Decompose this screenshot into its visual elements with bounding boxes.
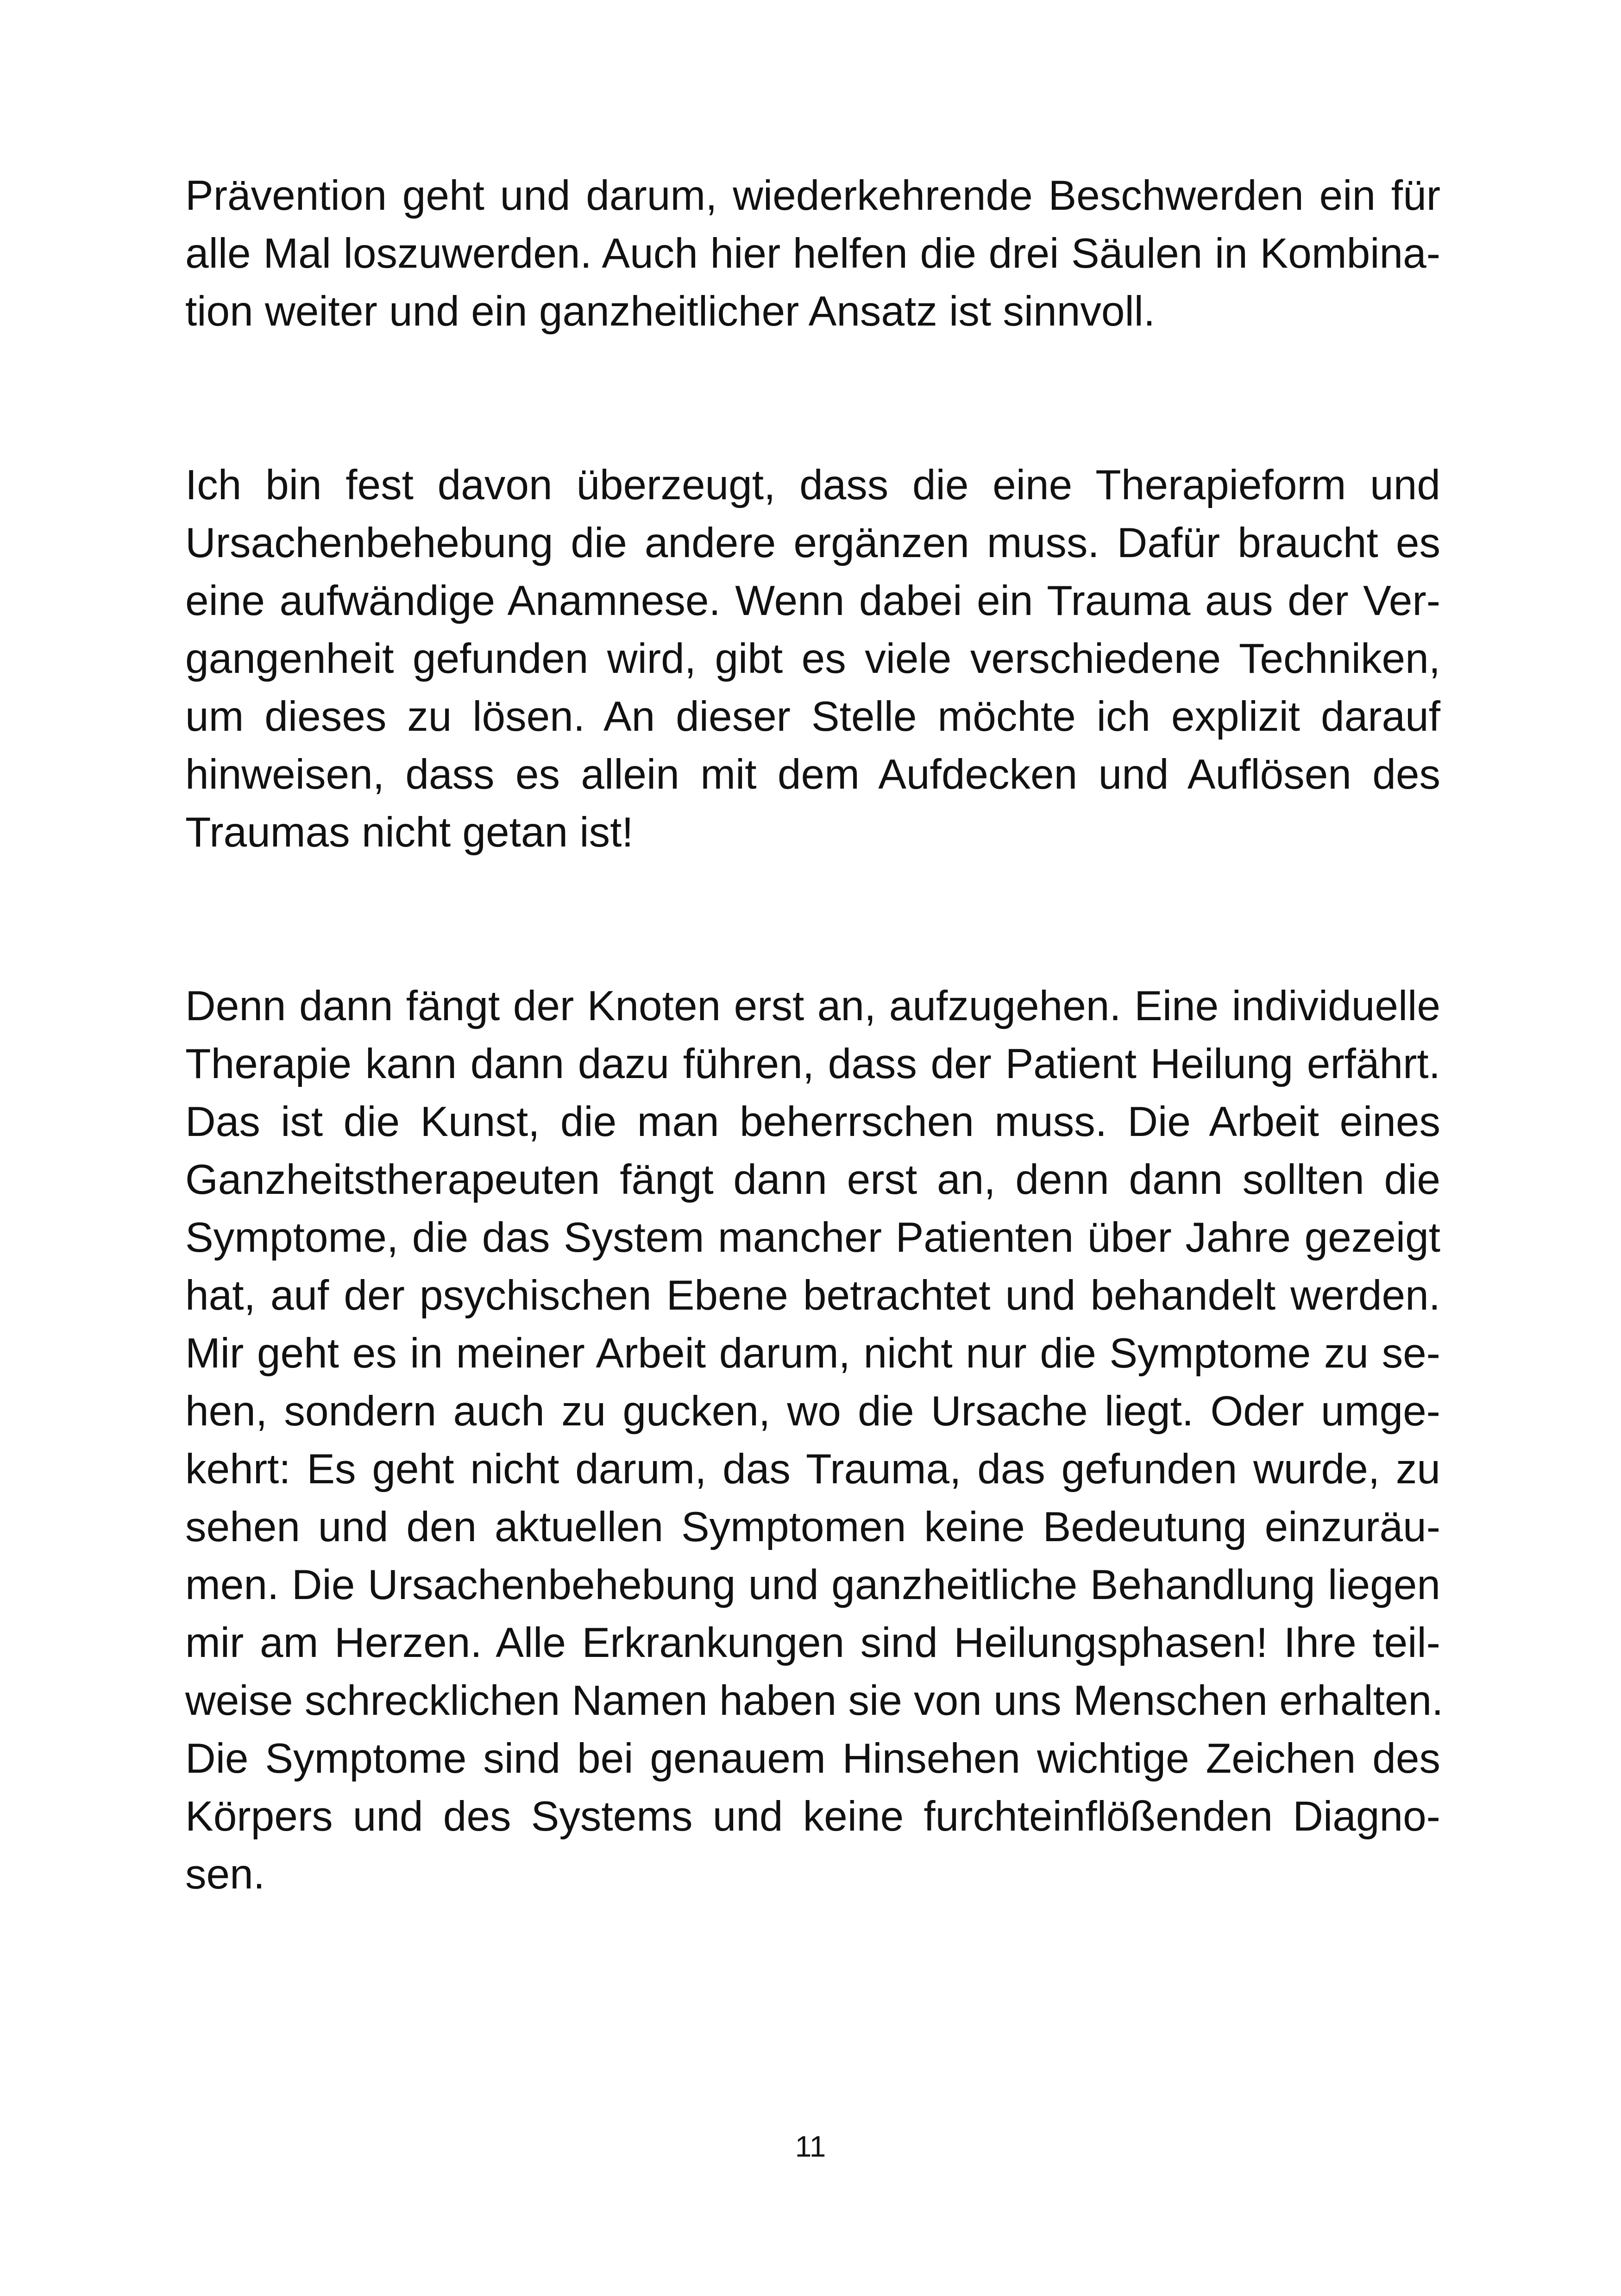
text-line: Das ist die Kunst, die man beherrschen muss. Die Arbeit eines	[185, 1098, 1440, 1145]
body-text	[185, 167, 1444, 1903]
text-line: Symptome, die das System mancher Patienten über Jahre gezeigt	[185, 1214, 1440, 1261]
text-line: kehrt: Es geht nicht darum, das Trauma, das gefunden wurde, zu	[185, 1446, 1440, 1493]
text-line: sen.	[185, 1851, 265, 1898]
text-line: alle Mal loszuwerden. Auch hier helfen die drei Säulen in Kombina-	[185, 230, 1440, 277]
text-line: Traumas nicht getan ist!	[185, 809, 634, 856]
text-line: Die Symptome sind bei genauem Hinsehen wichtige Zeichen des	[185, 1735, 1440, 1782]
text-line: men. Die Ursachenbehebung und ganzheitliche Behandlung liegen	[185, 1562, 1440, 1608]
text-line: sehen und den aktuellen Symptomen keine Bedeutung einzuräu-	[185, 1504, 1440, 1550]
text-line: Ursachenbehebung die andere ergänzen muss. Dafür braucht es	[185, 520, 1440, 566]
text-line: Therapie kann dann dazu führen, dass der Patient Heilung erfährt.	[185, 1041, 1440, 1087]
paragraph-1	[185, 167, 1440, 340]
text-line: weise schrecklichen Namen haben sie von uns Menschen erhalten.	[185, 1677, 1444, 1724]
text-line: hen, sondern auch zu gucken, wo die Ursache liegt. Oder umge-	[185, 1388, 1440, 1435]
text-line: hat, auf der psychischen Ebene betrachtet und behandelt werden.	[185, 1272, 1440, 1319]
text-line: tion weiter und ein ganzheitlicher Ansatz ist sinnvoll.	[185, 288, 1156, 335]
text-line: Körpers und des Systems und keine furchteinflößenden Diagno-	[185, 1793, 1440, 1840]
text-line: hinweisen, dass es allein mit dem Aufdecken und Auflösen des	[185, 751, 1440, 798]
text-line: Prävention geht und darum, wiederkehrende Beschwerden ein für	[185, 172, 1440, 219]
paragraph-2	[185, 456, 1440, 861]
text-line: um dieses zu lösen. An dieser Stelle möchte ich explizit darauf	[185, 693, 1440, 740]
paragraph-gap	[185, 340, 1440, 456]
text-line: Denn dann fängt der Knoten erst an, aufzugehen. Eine individuelle	[185, 983, 1440, 1029]
paragraph-gap	[185, 861, 1440, 977]
text-line: eine aufwändige Anamnese. Wenn dabei ein Trauma aus der Ver-	[185, 577, 1440, 624]
text-line: mir am Herzen. Alle Erkrankungen sind Heilungsphasen! Ihre teil-	[185, 1619, 1440, 1666]
text-line: gangenheit gefunden wird, gibt es viele verschiedene Techniken,	[185, 635, 1440, 682]
text-line: Mir geht es in meiner Arbeit darum, nicht nur die Symptome zu se-	[185, 1330, 1440, 1377]
page-number: 11	[795, 2130, 826, 2163]
text-line: Ganzheitstherapeuten fängt dann erst an, denn dann sollten die	[185, 1156, 1440, 1203]
text-line: Ich bin fest davon überzeugt, dass die eine Therapieform und	[185, 462, 1440, 508]
paragraph-3	[185, 977, 1444, 1903]
